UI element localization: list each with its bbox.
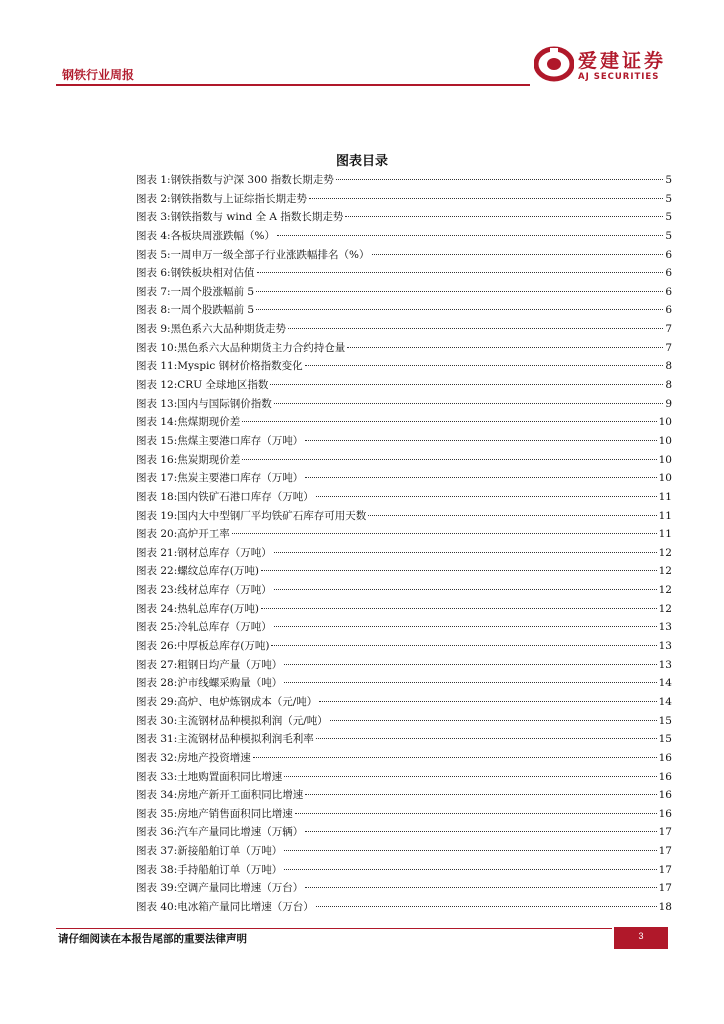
toc-entry[interactable] bbox=[136, 284, 672, 303]
toc-entry-label: 图表 31: bbox=[136, 733, 178, 746]
toc-entry[interactable] bbox=[136, 563, 672, 582]
toc-entry-caption: 钢铁板块相对估值 bbox=[170, 267, 255, 280]
toc-entry[interactable] bbox=[136, 545, 672, 564]
toc-entry-caption: 高炉、电炉炼钢成本（元/吨） bbox=[177, 695, 318, 708]
toc-entry-label: 图表 6: bbox=[136, 267, 171, 280]
toc-entry-page: 9 bbox=[665, 397, 672, 410]
toc-entry-leader bbox=[242, 421, 656, 422]
toc-entry[interactable] bbox=[136, 843, 672, 862]
toc-entry-page: 6 bbox=[665, 267, 672, 280]
toc-entry-label: 图表 21: bbox=[136, 546, 178, 559]
toc-entry-leader bbox=[305, 477, 656, 478]
toc-entry-page: 16 bbox=[658, 807, 672, 820]
toc-entry-leader bbox=[316, 906, 657, 907]
toc-entry[interactable] bbox=[136, 265, 672, 284]
toc-entry-label: 图表 23: bbox=[136, 584, 178, 597]
toc-entry-leader bbox=[372, 254, 664, 255]
toc-entry-page: 17 bbox=[658, 845, 672, 858]
toc-entry-caption: 焦炭期现价差 bbox=[177, 453, 241, 466]
toc-entry[interactable] bbox=[136, 769, 672, 788]
toc-entry-label: 图表 14: bbox=[136, 416, 178, 429]
toc-entry-page: 13 bbox=[658, 621, 672, 634]
toc-entry[interactable] bbox=[136, 191, 672, 210]
toc-entry-label: 图表 37: bbox=[136, 845, 178, 858]
toc-entry[interactable] bbox=[136, 638, 672, 657]
toc-entry-label: 图表 5: bbox=[136, 248, 171, 261]
toc-entry-caption: 冷轧总库存（万吨） bbox=[177, 621, 272, 634]
toc-entry[interactable] bbox=[136, 414, 672, 433]
toc-entry-page: 7 bbox=[665, 341, 672, 354]
toc-entry-caption: 一周申万一级全部子行业涨跌幅排名（%） bbox=[170, 248, 370, 261]
toc-entry[interactable] bbox=[136, 377, 672, 396]
toc-entry-label: 图表 19: bbox=[136, 509, 178, 522]
toc-entry-label: 图表 3: bbox=[136, 211, 171, 224]
toc-entry-caption: 钢铁指数与沪深 300 指数长期走势 bbox=[170, 174, 334, 186]
toc-entry-page: 14 bbox=[658, 695, 672, 708]
header-report-title: 钢铁行业周报 bbox=[62, 68, 135, 82]
toc-entry[interactable] bbox=[136, 619, 672, 638]
toc-entry[interactable] bbox=[136, 713, 672, 732]
toc-entry-leader bbox=[271, 645, 656, 646]
toc-entry-label: 图表 10: bbox=[136, 341, 178, 354]
toc-entry-leader bbox=[316, 738, 657, 739]
toc-entry-caption: 国内铁矿石港口库存（万吨） bbox=[177, 490, 314, 503]
toc-entry[interactable] bbox=[136, 657, 672, 676]
toc-entry-page: 12 bbox=[658, 546, 672, 559]
toc-entry-label: 图表 35: bbox=[136, 807, 178, 820]
toc-entry[interactable] bbox=[136, 824, 672, 843]
toc-entry-label: 图表 26: bbox=[136, 640, 178, 653]
toc-entry-label: 图表 17: bbox=[136, 472, 178, 485]
toc-entry-leader bbox=[368, 515, 656, 516]
toc-entry-label: 图表 7: bbox=[136, 285, 171, 298]
toc-entry-page: 5 bbox=[665, 192, 672, 205]
toc-entry[interactable] bbox=[136, 806, 672, 825]
toc-entry-page: 5 bbox=[665, 229, 672, 242]
toc-entry-label: 图表 18: bbox=[136, 490, 178, 503]
toc-entry-page: 6 bbox=[665, 304, 672, 317]
toc-entry-leader bbox=[305, 365, 664, 366]
toc-entry-label: 图表 12: bbox=[136, 379, 178, 392]
toc-entry-leader bbox=[305, 887, 656, 888]
toc-entry-label: 图表 20: bbox=[136, 528, 178, 541]
toc-entry-caption: 粗钢日均产量（万吨） bbox=[177, 658, 283, 671]
logo-english-name: AJ SECURITIES bbox=[578, 72, 660, 82]
toc-entry-leader bbox=[336, 179, 664, 180]
toc-entry-page: 7 bbox=[665, 323, 672, 336]
logo-chinese-name: 爱建证券 bbox=[578, 50, 667, 72]
toc-entry-caption: 电冰箱产量同比增速（万台） bbox=[177, 900, 314, 913]
toc-entry[interactable] bbox=[136, 787, 672, 806]
toc-entry[interactable] bbox=[136, 675, 672, 694]
toc-entry[interactable] bbox=[136, 247, 672, 266]
toc-entry-caption: 黑色系六大品种期货主力合约持仓量 bbox=[177, 341, 346, 354]
toc-entry-leader bbox=[345, 216, 663, 217]
toc-entry-label: 图表 15: bbox=[136, 434, 178, 447]
toc-entry-page: 17 bbox=[658, 882, 672, 895]
toc-entry-page: 16 bbox=[658, 770, 672, 783]
toc-entry-leader bbox=[261, 608, 657, 609]
toc-entry-caption: 一周个股涨幅前 5 bbox=[170, 285, 255, 298]
toc-entry-caption: 焦煤主要港口库存（万吨） bbox=[177, 434, 304, 447]
toc-entry-leader bbox=[256, 309, 663, 310]
toc-entry-leader bbox=[284, 682, 656, 683]
toc-entry-caption: Myspic 钢材价格指数变化 bbox=[177, 360, 303, 373]
toc-entry-label: 图表 29: bbox=[136, 695, 178, 708]
toc-entry[interactable] bbox=[136, 862, 672, 881]
page-number: 3 bbox=[614, 927, 668, 949]
toc-entry-caption: 焦煤期现价差 bbox=[177, 416, 241, 429]
toc-entry-page: 12 bbox=[658, 602, 672, 615]
toc-entry-leader bbox=[274, 589, 657, 590]
toc-entry-caption: 国内大中型钢厂平均铁矿石库存可用天数 bbox=[177, 509, 367, 522]
toc-entry-caption: CRU 全球地区指数 bbox=[177, 379, 269, 392]
toc-entry-label: 图表 16: bbox=[136, 453, 178, 466]
toc-entry-caption: 房地产投资增速 bbox=[177, 751, 251, 764]
toc-entry-page: 15 bbox=[658, 714, 672, 727]
toc-entry[interactable] bbox=[136, 899, 672, 918]
company-logo bbox=[534, 44, 684, 88]
toc-entry-caption: 焦炭主要港口库存（万吨） bbox=[177, 472, 304, 485]
toc-entry-page: 11 bbox=[658, 509, 672, 522]
toc-entry-caption: 主流钢材品种模拟利润（元/吨） bbox=[177, 714, 328, 727]
toc-entry[interactable] bbox=[136, 470, 672, 489]
toc-entry-label: 图表 1: bbox=[136, 174, 171, 186]
toc-entry-leader bbox=[319, 701, 656, 702]
toc-entry-page: 14 bbox=[658, 677, 672, 690]
toc-entry-leader bbox=[309, 198, 663, 199]
toc-entry-label: 图表 4: bbox=[136, 229, 171, 242]
toc-entry-page: 6 bbox=[665, 248, 672, 261]
toc-entry-leader bbox=[274, 552, 657, 553]
toc-entry-page: 13 bbox=[658, 658, 672, 671]
toc-entry[interactable] bbox=[136, 582, 672, 601]
toc-entry-leader bbox=[284, 850, 656, 851]
toc-entry-page: 11 bbox=[658, 490, 672, 503]
toc-entry[interactable] bbox=[136, 489, 672, 508]
toc-entry-label: 图表 32: bbox=[136, 751, 178, 764]
toc-entry[interactable] bbox=[136, 452, 672, 471]
toc-entry-caption: 中厚板总库存(万吨) bbox=[177, 640, 270, 653]
toc-entry[interactable] bbox=[136, 209, 672, 228]
toc-entry-leader bbox=[256, 291, 663, 292]
toc-entry-leader bbox=[305, 794, 656, 795]
toc-entry-page: 5 bbox=[665, 174, 672, 186]
toc-entry-page: 8 bbox=[665, 379, 672, 392]
toc-entry-page: 16 bbox=[658, 789, 672, 802]
toc-entry-leader bbox=[284, 776, 656, 777]
toc-entry-caption: 各板块周涨跌幅（%） bbox=[170, 229, 276, 242]
toc-entry-label: 图表 25: bbox=[136, 621, 178, 634]
toc-entry[interactable] bbox=[136, 601, 672, 620]
toc-entry-page: 17 bbox=[658, 863, 672, 876]
toc-entry-page: 10 bbox=[658, 434, 672, 447]
toc-entry-leader bbox=[284, 664, 656, 665]
toc-entry[interactable] bbox=[136, 321, 672, 340]
toc-entry-leader bbox=[257, 272, 664, 273]
toc-entry-caption: 手持船舶订单（万吨） bbox=[177, 863, 283, 876]
toc-entry-caption: 一周个股跌幅前 5 bbox=[170, 304, 255, 317]
toc-entry-leader bbox=[253, 757, 657, 758]
toc-entry-caption: 线材总库存（万吨） bbox=[177, 584, 272, 597]
toc-list bbox=[136, 172, 672, 918]
toc-entry-label: 图表 40: bbox=[136, 900, 178, 913]
toc-entry-page: 12 bbox=[658, 565, 672, 578]
toc-title: 图表目录 bbox=[335, 154, 388, 169]
toc-entry[interactable] bbox=[136, 340, 672, 359]
toc-entry[interactable] bbox=[136, 302, 672, 321]
header-divider bbox=[56, 84, 530, 86]
toc-entry-leader bbox=[261, 570, 657, 571]
logo-mark-icon bbox=[534, 46, 574, 82]
toc-entry-caption: 国内与国际钢价指数 bbox=[177, 397, 272, 410]
toc-entry-label: 图表 36: bbox=[136, 826, 178, 839]
toc-entry-leader bbox=[305, 440, 656, 441]
toc-entry-page: 11 bbox=[658, 528, 672, 541]
toc-entry[interactable] bbox=[136, 172, 672, 191]
toc-entry-page: 15 bbox=[658, 733, 672, 746]
toc-entry-page: 10 bbox=[658, 453, 672, 466]
toc-entry-caption: 黑色系六大品种期货走势 bbox=[170, 323, 287, 336]
toc-entry[interactable] bbox=[136, 508, 672, 527]
toc-entry-label: 图表 13: bbox=[136, 397, 178, 410]
toc-entry-leader bbox=[242, 459, 656, 460]
toc-entry[interactable] bbox=[136, 731, 672, 750]
toc-entry-caption: 房地产新开工面积同比增速 bbox=[177, 789, 304, 802]
toc-entry-label: 图表 2: bbox=[136, 192, 171, 205]
toc-entry-caption: 螺纹总库存(万吨) bbox=[177, 565, 259, 578]
toc-entry-label: 图表 22: bbox=[136, 565, 178, 578]
toc-entry-caption: 钢铁指数与上证综指长期走势 bbox=[170, 192, 308, 205]
toc-entry-caption: 高炉开工率 bbox=[177, 528, 230, 541]
toc-entry-caption: 沪市线螺采购量（吨） bbox=[177, 677, 283, 690]
footer-divider bbox=[56, 928, 612, 929]
toc-entry-label: 图表 39: bbox=[136, 882, 178, 895]
toc-entry-leader bbox=[274, 403, 664, 404]
toc-entry-page: 13 bbox=[658, 640, 672, 653]
toc-entry-leader bbox=[305, 831, 656, 832]
toc-entry-leader bbox=[232, 533, 657, 534]
toc-entry-leader bbox=[288, 328, 663, 329]
toc-entry-caption: 空调产量同比增速（万台） bbox=[177, 882, 304, 895]
toc-entry-label: 图表 33: bbox=[136, 770, 178, 783]
toc-entry-page: 18 bbox=[658, 900, 672, 913]
toc-entry-page: 8 bbox=[665, 360, 672, 373]
toc-entry-leader bbox=[295, 813, 657, 814]
toc-entry-page: 10 bbox=[658, 416, 672, 429]
toc-entry[interactable] bbox=[136, 526, 672, 545]
toc-entry-page: 12 bbox=[658, 584, 672, 597]
toc-entry-caption: 新接船舶订单（万吨） bbox=[177, 845, 283, 858]
toc-entry[interactable] bbox=[136, 694, 672, 713]
toc-entry[interactable] bbox=[136, 358, 672, 377]
toc-entry-label: 图表 9: bbox=[136, 323, 171, 336]
toc-entry-page: 6 bbox=[665, 285, 672, 298]
toc-entry-caption: 房地产销售面积同比增速 bbox=[177, 807, 293, 820]
toc-entry-caption: 钢材总库存（万吨） bbox=[177, 546, 272, 559]
toc-entry-leader bbox=[270, 384, 663, 385]
toc-entry-page: 10 bbox=[658, 472, 672, 485]
toc-entry-page: 17 bbox=[658, 826, 672, 839]
toc-entry-caption: 主流钢材品种模拟利润毛利率 bbox=[177, 733, 314, 746]
toc-entry-label: 图表 24: bbox=[136, 602, 178, 615]
footer-disclaimer: 请仔细阅读在本报告尾部的重要法律声明 bbox=[58, 933, 247, 945]
toc-entry[interactable] bbox=[136, 433, 672, 452]
toc-entry-page: 5 bbox=[665, 211, 672, 224]
toc-entry-caption: 土地购置面积同比增速 bbox=[177, 770, 283, 783]
toc-entry[interactable] bbox=[136, 750, 672, 769]
toc-entry-label: 图表 38: bbox=[136, 863, 178, 876]
toc-entry-caption: 钢铁指数与 wind 全 A 指数长期走势 bbox=[170, 211, 344, 224]
toc-entry-caption: 汽车产量同比增速（万辆） bbox=[177, 826, 304, 839]
toc-entry[interactable] bbox=[136, 880, 672, 899]
toc-entry-label: 图表 8: bbox=[136, 304, 171, 317]
toc-entry-page: 16 bbox=[658, 751, 672, 764]
toc-entry-label: 图表 11: bbox=[136, 360, 178, 373]
toc-entry-label: 图表 27: bbox=[136, 658, 178, 671]
toc-entry-leader bbox=[316, 496, 657, 497]
toc-entry-caption: 热轧总库存(万吨) bbox=[177, 602, 259, 615]
toc-entry-label: 图表 28: bbox=[136, 677, 178, 690]
toc-entry-leader bbox=[330, 720, 657, 721]
toc-entry-leader bbox=[277, 235, 663, 236]
toc-entry-label: 图表 34: bbox=[136, 789, 178, 802]
toc-entry-leader bbox=[347, 347, 663, 348]
toc-entry-leader bbox=[284, 869, 656, 870]
toc-entry[interactable] bbox=[136, 396, 672, 415]
toc-entry[interactable] bbox=[136, 228, 672, 247]
toc-entry-label: 图表 30: bbox=[136, 714, 178, 727]
toc-entry-leader bbox=[274, 626, 657, 627]
